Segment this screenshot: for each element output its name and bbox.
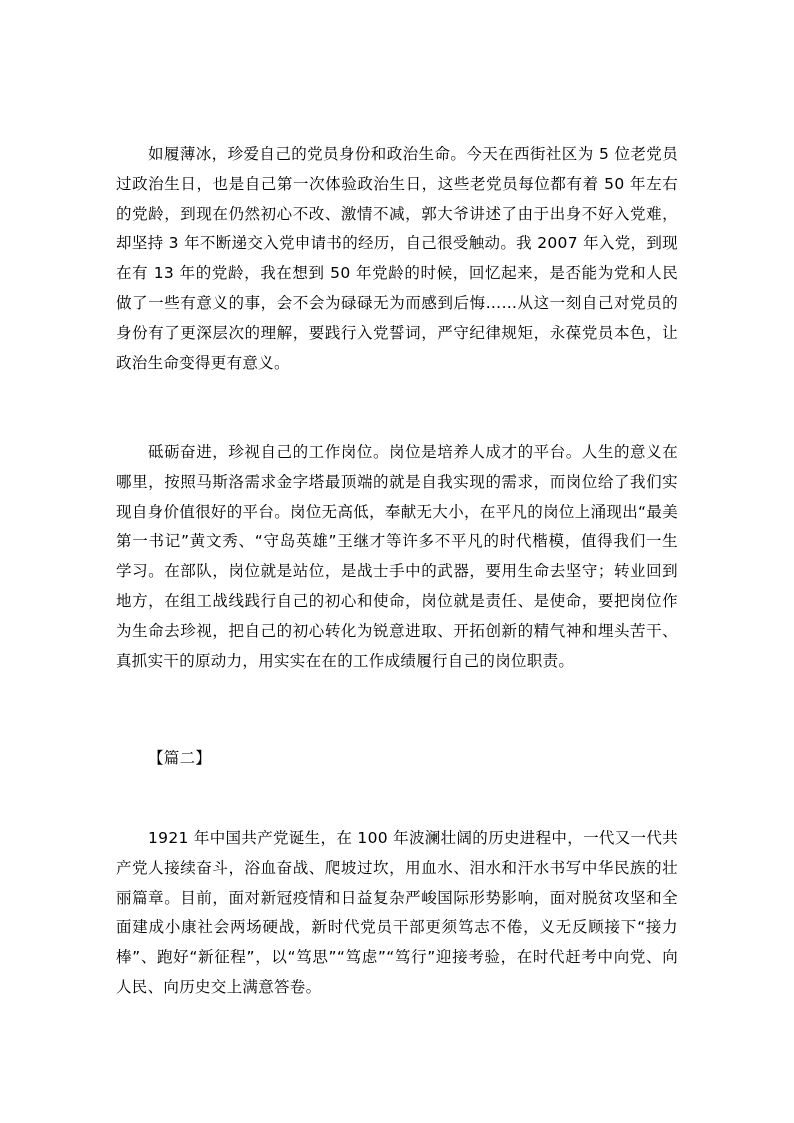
section-heading: 【篇二】 bbox=[148, 749, 212, 767]
body-paragraph: 1921 年中国共产党诞生，在 100 年波澜壮阔的历史进程中，一代又一代共产党人接续奋斗，浴血奋战、爬坡过坎，用血水、泪水和汗水书写中华民族的壮丽篇章。目前，面对新冠疫情和日益复杂严峻国际形势影响，面对脱贫攻坚和全面建成小康社会两场硬战，新时代党员干部更须笃志不倦，义无反顾接下“接力棒”、跑好“新征程”，以“笃思”“笃虑”“笃行”迎接考验，在时代赶考中向党、向人民、向历史交上满意答卷。 bbox=[116, 829, 678, 996]
body-paragraph: 如履薄冰，珍爱自己的党员身份和政治生命。今天在西街社区为 5 位老党员过政治生日，也是自己第一次体验政治生日，这些老党员每位都有着 50 年左右的党龄，到现在仍然初心不改、激情不减，郭大爷讲述了由于出身不好入党难，却坚持 3 年不断递交入党申请书的经历，自己很受触动。我 2007 年入党，到现在有 13 年的党龄，我在想到 50 年党龄的时候，回忆起来，是否能为党和人民做了一些有意义的事，会不会为碌碌无为而感到后悔……从这一刻自己对党员的身份有了更深层次的理解，要践行入党誓词，严守纪律规矩，永葆党员本色，让政治生命变得更有意义。 bbox=[116, 145, 678, 372]
body-paragraph: 砥砺奋进，珍视自己的工作岗位。岗位是培养人成才的平台。人生的意义在哪里，按照马斯洛需求金字塔最顶端的就是自我实现的需求，而岗位给了我们实现自身价值很好的平台。岗位无高低，奉献无大小，在平凡的岗位上涌现出“最美第一书记”黄文秀、“守岛英雄”王继才等许多不平凡的时代楷模，值得我们一生学习。在部队，岗位就是站位，是战士手中的武器，要用生命去坚守；转业回到地方，在组工战线践行自己的初心和使命，岗位就是责任、是使命，要把岗位作为生命去珍视，把自己的初心转化为锐意进取、开拓创新的精气神和埋头苦干、真抓实干的原动力，用实实在在的工作成绩履行自己的岗位职责。 bbox=[116, 443, 678, 670]
